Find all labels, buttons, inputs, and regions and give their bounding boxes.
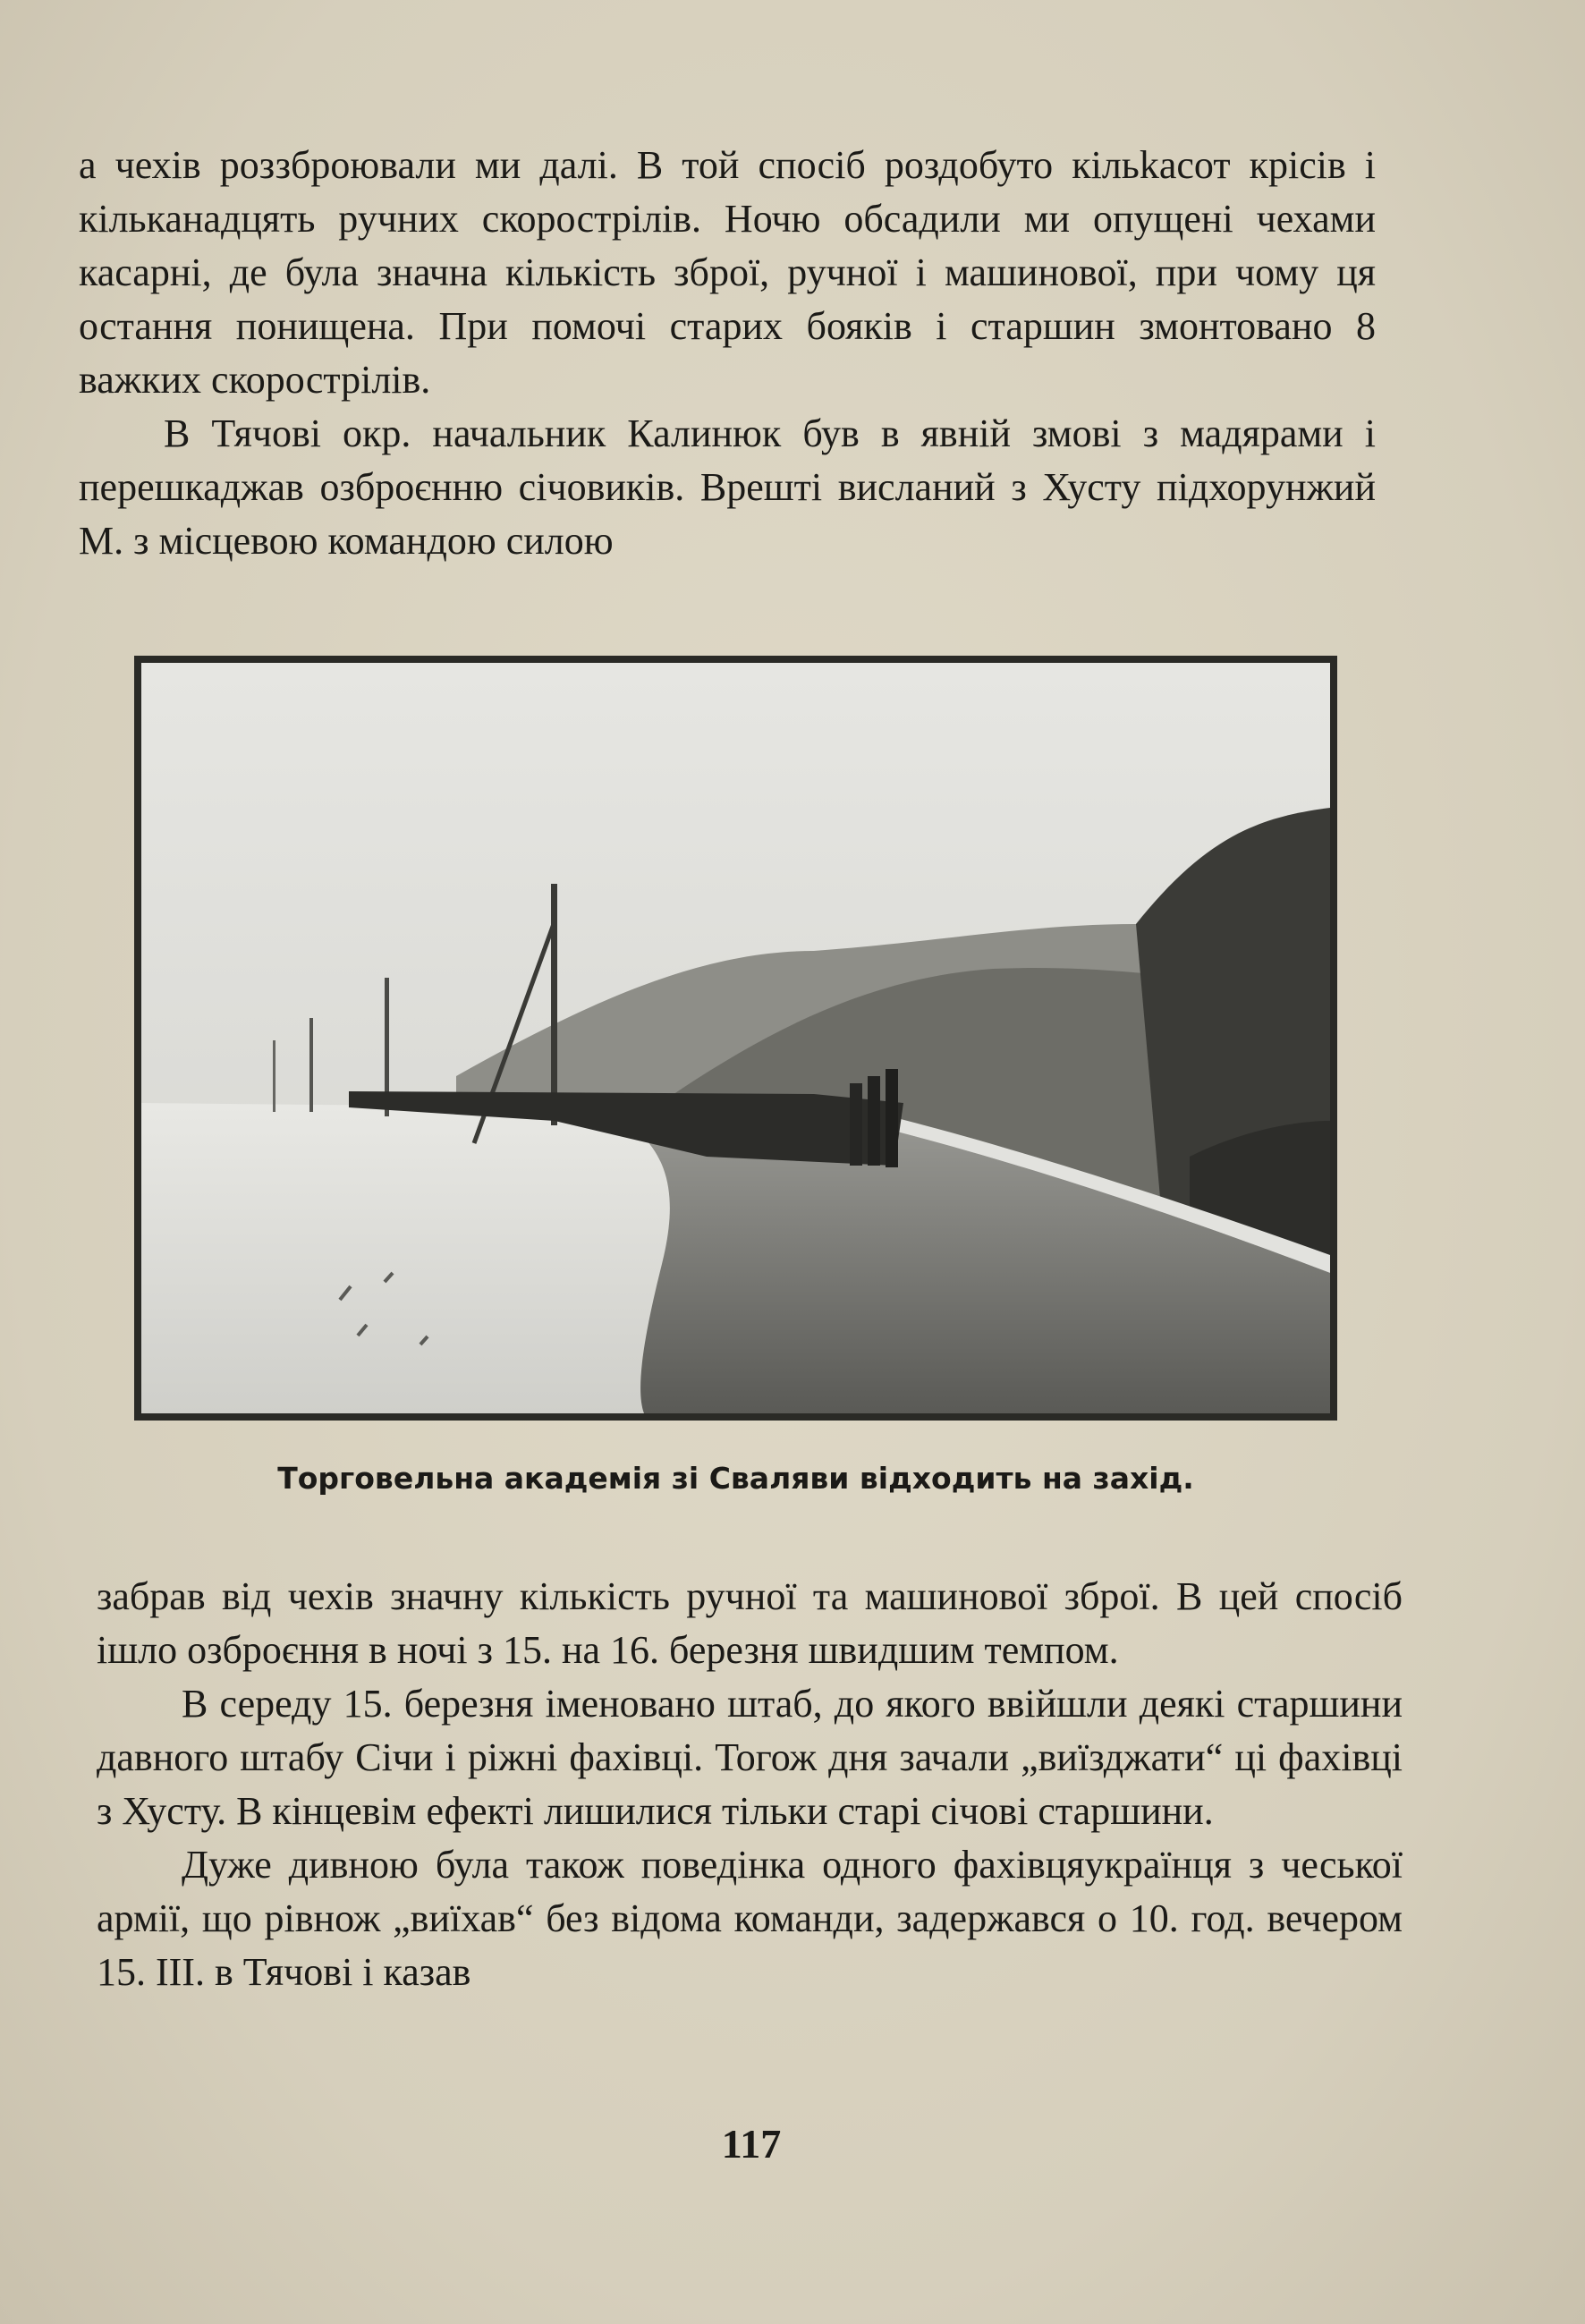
photograph-marching-column <box>134 656 1337 1421</box>
photo-caption: Торговельна академія зі Сваляви відходить на захід. <box>277 1461 1194 1496</box>
photo-illustration <box>134 656 1337 1421</box>
bottom-text-block <box>97 1570 1403 1999</box>
paragraph: Дуже дивною була також поведінка одного фахівцяукраїнця з чеської армії, що рівнож „виїхав“ без відома команди, задержався о 10. год. вечером 15. III. в Тячові і казав <box>97 1843 1403 1994</box>
paragraph: а чехів роззброювали ми далі. В той спосіб роздобуто кільkасот крісів і кільканадцять ручних скорострілів. Ночю обсадили ми опущені чехами касарні, де була значна кількість зброї, ручної і машинової, при чому ця остання понищена. При помочі старих бояків і старшин змонтовано 8 важких скорострілів. <box>79 143 1376 402</box>
top-text-block <box>79 139 1376 568</box>
page-number: 117 <box>721 2121 782 2167</box>
paragraph: забрав від чехів значну кількість ручної та машинової зброї. В цей спосіб ішло озброєння в ночі з 15. на 16. березня швидшим темпом. <box>97 1574 1403 1672</box>
paragraph: В Тячові окр. начальник Калинюк був в явній змові з мадярами і перешкаджав озброєнню січовиків. Врешті висланий з Хусту підхорунжий М. з місцевою командою силою <box>79 411 1376 563</box>
paragraph: В середу 15. березня іменовано штаб, до якого ввійшли деякі старшини давного штабу Січи і ріжні фахівці. Тогож дня зачали „виїзджати“ ці фахівці з Хусту. В кінцевім ефекті лишилися тільки старі січові старшини. <box>97 1682 1403 1833</box>
